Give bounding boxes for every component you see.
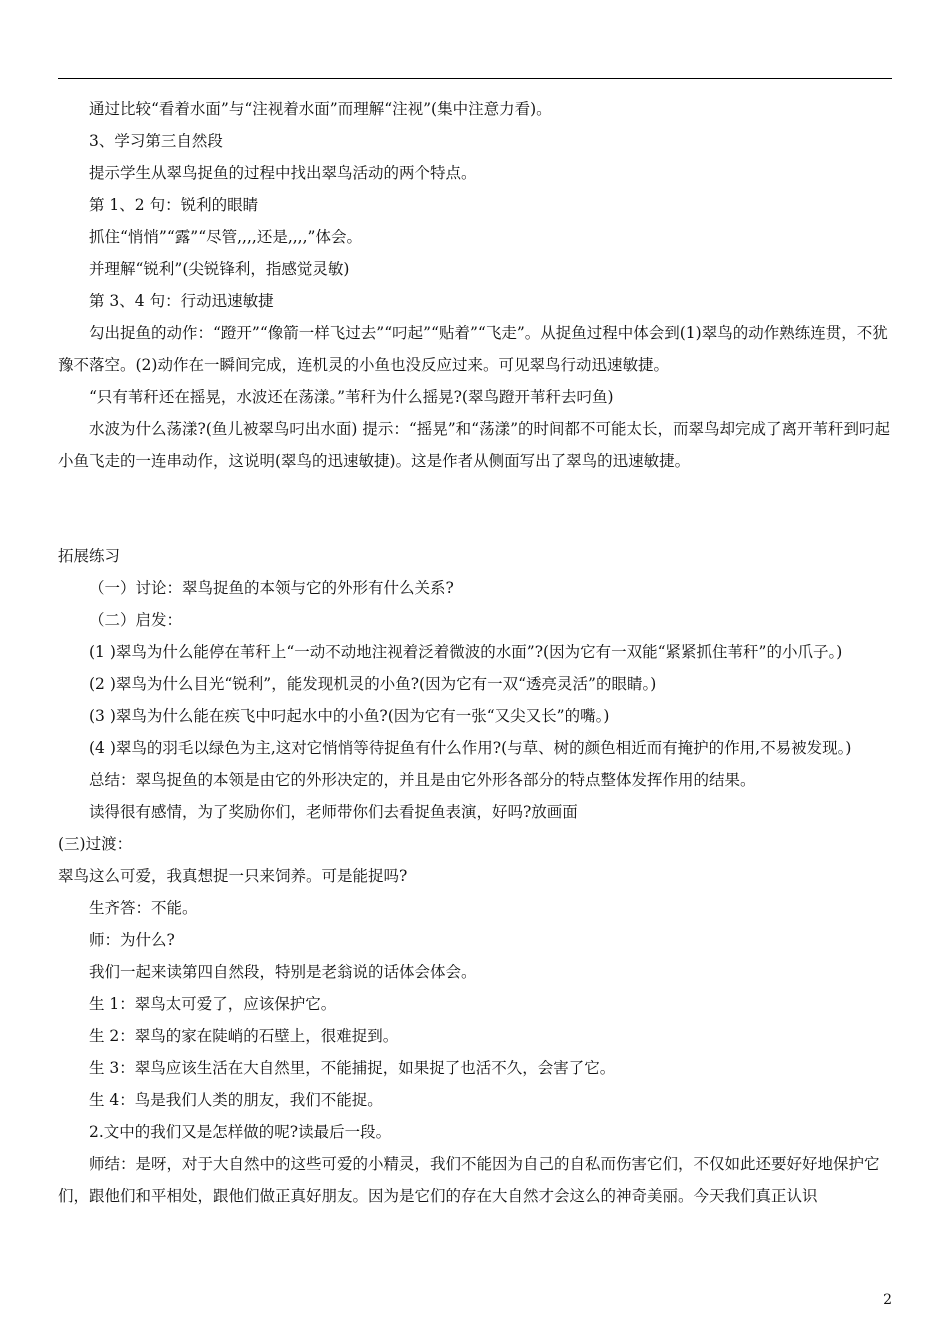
paragraph: 勾出捉鱼的动作：“蹬开”“像箭一样飞过去”“叼起”“贴着”“飞走”。从捉鱼过程中体会到(1)翠鸟的动作熟练连贯，不犹豫不落空。(2)动作在一瞬间完成，连机灵的小鱼也没反应过来。可见翠鸟行动迅速敏捷。: [58, 324, 888, 374]
paragraph: 生 1：翠鸟太可爱了，应该保护它。: [89, 995, 337, 1013]
paragraph: 生 3：翠鸟应该生活在大自然里，不能捕捉，如果捉了也活不久，会害了它。: [89, 1059, 616, 1077]
header-rule: [58, 78, 892, 79]
paragraph: 第 3、4 句：行动迅速敏捷: [89, 292, 274, 310]
paragraph: (2 )翠鸟为什么目光“锐利”，能发现机灵的小鱼?(因为它有一双“透亮灵活”的眼睛。): [89, 675, 657, 693]
paragraph-gap: [58, 493, 892, 524]
paragraph: 读得很有感情，为了奖励你们，老师带你们去看捉鱼表演，好吗?放画面: [89, 803, 578, 821]
paragraph: 生 4：鸟是我们人类的朋友，我们不能捉。: [89, 1091, 383, 1109]
paragraph: 我们一起来读第四自然段，特别是老翁说的话体会体会。: [89, 963, 477, 981]
paragraph: 翠鸟这么可爱，我真想捉一只来饲养。可是能捉吗?: [58, 867, 408, 885]
paragraph: (1 )翠鸟为什么能停在苇秆上“一动不动地注视着泛着微波的水面”?(因为它有一双能“紧紧抓住苇秆”的小爪子。): [89, 643, 843, 661]
paragraph: 生齐答：不能。: [89, 899, 198, 917]
paragraph: 总结：翠鸟捉鱼的本领是由它的外形决定的，并且是由它外形各部分的特点整体发挥作用的结果。: [89, 771, 756, 789]
paragraph: 提示学生从翠鸟捉鱼的过程中找出翠鸟活动的两个特点。: [89, 164, 477, 182]
paragraph: 抓住“悄悄”“露”“尽管,,,,还是,,,,”体会。: [89, 228, 362, 246]
paragraph: “只有苇秆还在摇晃，水波还在荡漾。”苇秆为什么摇晃?(翠鸟蹬开苇秆去叼鱼): [89, 388, 614, 406]
paragraph: (3 )翠鸟为什么能在疾飞中叼起水中的小鱼?(因为它有一张“又尖又长”的嘴。): [89, 707, 610, 725]
page-number: 2: [883, 1292, 892, 1308]
paragraph: (三)过渡：: [58, 835, 133, 853]
document-body: [58, 93, 892, 1212]
paragraph: (4 )翠鸟的羽毛以绿色为主,这对它悄悄等待捉鱼有什么作用?(与草、树的颜色相近而有掩护的作用,不易被发现。): [89, 739, 852, 757]
paragraph: 生 2：翠鸟的家在陡峭的石壁上，很难捉到。: [89, 1027, 399, 1045]
paragraph: 师：为什么?: [89, 931, 175, 949]
paragraph: 2.文中的我们又是怎样做的呢?读最后一段。: [89, 1123, 392, 1141]
paragraph: 3、学习第三自然段: [89, 132, 223, 150]
paragraph: （二）启发：: [89, 611, 183, 629]
paragraph: （一）讨论：翠鸟捉鱼的本领与它的外形有什么关系?: [89, 579, 454, 597]
paragraph: 第 1、2 句：锐利的眼睛: [89, 196, 259, 214]
paragraph: 师结：是呀，对于大自然中的这些可爱的小精灵，我们不能因为自己的自私而伤害它们，不仅如此还要好好地保护它们，跟他们和平相处，跟他们做正真好朋友。因为是它们的存在大自然才会这么的神奇美丽。今天我们真正认识: [58, 1155, 880, 1205]
paragraph: 拓展练习: [58, 547, 121, 565]
paragraph: 通过比较“看着水面”与“注视着水面”而理解“注视”(集中注意力看)。: [89, 100, 552, 118]
paragraph: 水波为什么荡漾?(鱼儿被翠鸟叼出水面) 提示：“摇晃”和“荡漾”的时间都不可能太长，而翠鸟却完成了离开苇秆到叼起小鱼飞走的一连串动作，这说明(翠鸟的迅速敏捷)。这是作者从侧面写出了翠鸟的迅速敏捷。: [58, 420, 891, 470]
paragraph: 并理解“锐利”(尖锐锋利，指感觉灵敏): [89, 260, 350, 278]
